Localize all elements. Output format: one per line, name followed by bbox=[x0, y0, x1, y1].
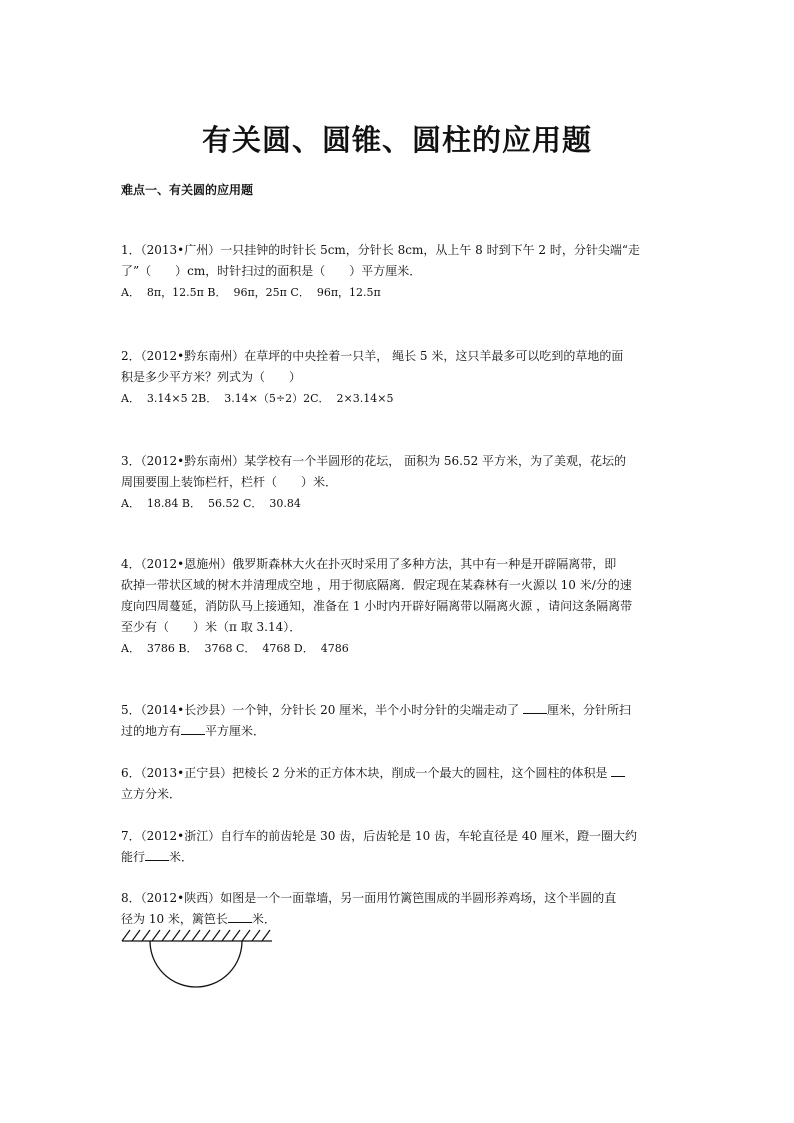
question-text bbox=[121, 847, 681, 868]
question-text bbox=[121, 909, 681, 930]
semicircle-fence bbox=[150, 941, 242, 987]
question-text: 2．（2012•黔东南州）在草坪的中央拴着一只羊， 绳长 5 米，这只羊最多可以吃到的草地的面 bbox=[121, 349, 624, 363]
question-1 bbox=[121, 240, 681, 303]
answer-blank[interactable] bbox=[611, 764, 625, 777]
question-8 bbox=[121, 888, 681, 930]
section-heading: 难点一、有关圆的应用题 bbox=[121, 183, 254, 197]
question-text: 立方分米． bbox=[121, 787, 182, 801]
question-text: 4．（2012•恩施州）俄罗斯森林大火在扑灭时采用了多种方法，其中有一种是开辟隔离带，即 bbox=[121, 557, 617, 571]
text-segment: 过的地方有 bbox=[121, 724, 182, 738]
answer-blank[interactable] bbox=[228, 910, 252, 923]
question-text bbox=[121, 763, 681, 784]
text-segment: 6．（2013•正宁县）把棱长 2 分米的正方体木块，削成一个最大的圆柱，这个圆柱的体积是 bbox=[121, 766, 608, 780]
question-text: 8．（2012•陕西）如图是一个一面靠墙，另一面用竹篱笆围成的半圆形养鸡场，这个半圆的直 bbox=[121, 891, 617, 905]
text-segment: 厘米，分针所扫 bbox=[546, 703, 631, 717]
question-text: 周围要围上装饰栏杆，栏杆（ ）米． bbox=[121, 475, 338, 489]
question-text bbox=[121, 721, 681, 742]
question-text: 度向四周蔓延，消防队马上接通知，准备在 1 小时内开辟好隔离带以隔离火源 ，请问这条隔离带 bbox=[121, 599, 633, 613]
semicircle-diagram bbox=[118, 928, 278, 992]
answer-options: A． 8π，12.5π B． 96π，25π C． 96π，12.5π bbox=[121, 286, 381, 299]
question-3 bbox=[121, 451, 681, 514]
answer-blank[interactable] bbox=[181, 722, 205, 735]
question-text: 至少有（ ）米（π 取 3.14）． bbox=[121, 620, 302, 634]
question-text: 了”（ ）cm，时针扫过的面积是（ ）平方厘米． bbox=[121, 264, 422, 278]
question-text: 砍掉一带状区域的树木并清理成空地 ，用于彻底隔离．假定现在某森林有一火源以 10 米/分的速 bbox=[121, 578, 632, 592]
question-text: 1．（2013•广州）一只挂钟的时针长 5cm，分针长 8cm，从上午 8 时到下午 2 时，分针尖端“走 bbox=[121, 243, 641, 257]
question-5 bbox=[121, 700, 681, 742]
answer-options: A． 18.84 B． 56.52 C． 30.84 bbox=[121, 497, 301, 510]
text-segment: 米． bbox=[169, 850, 194, 864]
question-text bbox=[121, 700, 681, 721]
text-segment: 径为 10 米，篱笆长 bbox=[121, 912, 228, 926]
question-4 bbox=[121, 554, 681, 659]
question-7 bbox=[121, 826, 681, 868]
question-2 bbox=[121, 346, 681, 409]
question-text: 3．（2012•黔东南州）某学校有一个半圆形的花坛， 面积为 56.52 平方米，为了美观，花坛的 bbox=[121, 454, 627, 468]
answer-options: A． 3.14×5 2B． 3.14×（5÷2）2C． 2×3.14×5 bbox=[121, 392, 394, 405]
page-title: 有关圆、圆锥、圆柱的应用题 bbox=[201, 123, 592, 157]
text-segment: 5．（2014•长沙县）一个钟，分针长 20 厘米，半个小时分针的尖端走动了 bbox=[121, 703, 520, 717]
question-6 bbox=[121, 763, 681, 805]
answer-blank[interactable] bbox=[145, 848, 169, 861]
question-text: 积是多少平方米？列式为（ ） bbox=[121, 370, 302, 384]
answer-options: A． 3786 B． 3768 C． 4768 D． 4786 bbox=[121, 642, 349, 655]
question-text: 7．（2012•浙江）自行车的前齿轮是 30 齿，后齿轮是 10 齿，车轮直径是 40 厘米，蹬一圈大约 bbox=[121, 829, 637, 843]
answer-blank[interactable] bbox=[523, 701, 547, 714]
wall-hatching bbox=[122, 930, 270, 941]
text-segment: 能行 bbox=[121, 850, 146, 864]
semicircle-figure bbox=[118, 928, 278, 996]
text-segment: 平方厘米． bbox=[205, 724, 266, 738]
text-segment: 米． bbox=[251, 912, 276, 926]
